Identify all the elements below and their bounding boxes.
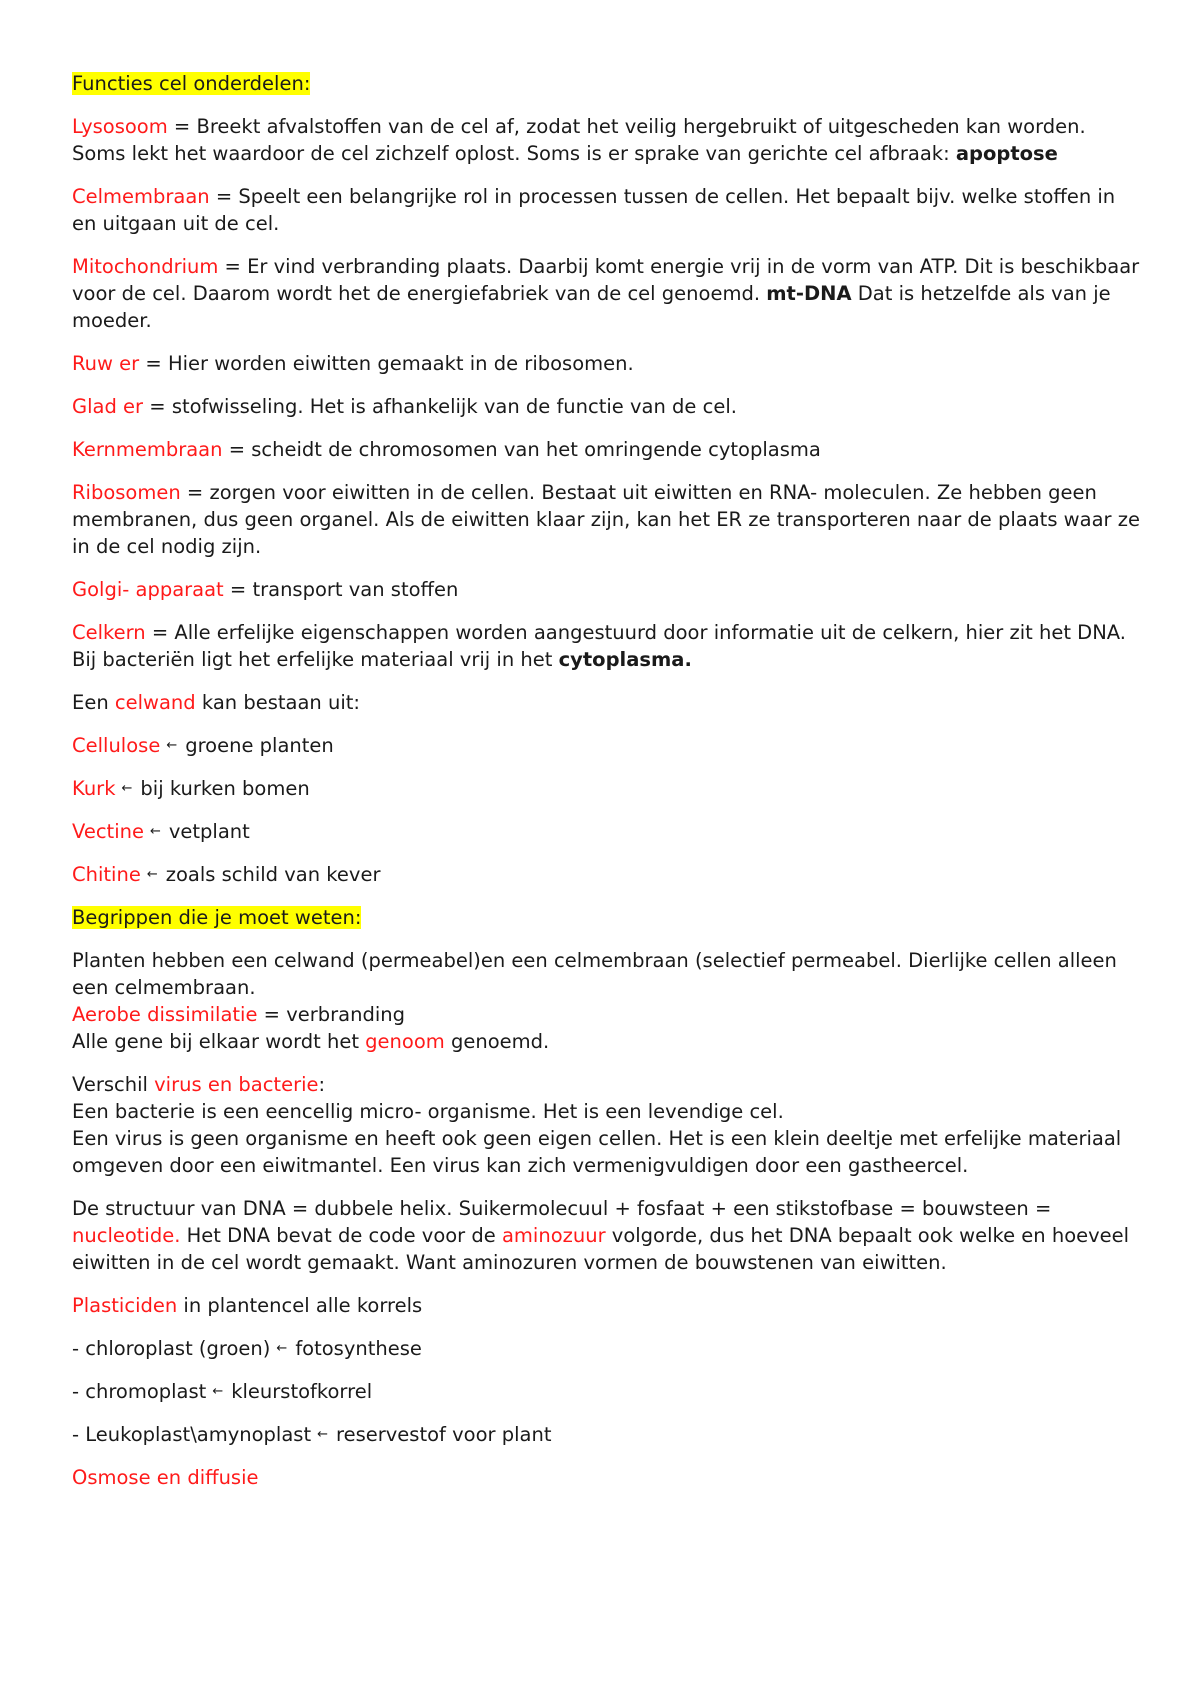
para-glad-er: Glad er = stofwisseling. Het is afhankelijk van de functie van de cel. [72,395,737,418]
list-item-chloroplast: - chloroplast (groen) ← fotosynthese [72,1337,422,1360]
para-celkern: Celkern = Alle erfelijke eigenschappen worden aangestuurd door informatie uit de celkern, hier zit het DNA. Bij bacteriën ligt het erfelijke materiaal vrij in het cytoplasma. [72,621,1126,671]
para-aerobe: Aerobe dissimilatie = verbranding [72,1003,405,1026]
arrow-icon: ← [276,1341,288,1356]
heading-osmose: Osmose en diffusie [72,1466,259,1489]
arrow-icon: ← [121,781,133,796]
list-item-chromoplast: - chromoplast ← kleurstofkorrel [72,1380,373,1403]
para-dna: De structuur van DNA = dubbele helix. Suikermolecuul + fosfaat + een stikstofbase = bouwsteen = nucleotide. Het DNA bevat de code voor de aminozuur volgorde, dus het DNA bepaalt ook welke en hoeveel eiwitten in de cel wordt gemaakt. Want aminozuren vormen de bouwstenen van eiwitten. [72,1197,1130,1274]
document-page [72,70,1142,1507]
para-verschil: Verschil virus en bacterie: [72,1073,326,1096]
arrow-icon: ← [166,738,178,753]
para-golgi: Golgi- apparaat = transport van stoffen [72,578,459,601]
list-item-cellulose: Cellulose ← groene planten [72,734,334,757]
list-item-leukoplast: - Leukoplast\amynoplast ← reservestof voor plant [72,1423,552,1446]
para-bacterie: Een bacterie is een eencellig micro- organisme. Het is een levendige cel. [72,1100,784,1123]
arrow-icon: ← [317,1427,328,1442]
arrow-icon: ← [146,867,158,882]
para-genoom: Alle gene bij elkaar wordt het genoom genoemd. [72,1030,550,1053]
para-ruw-er: Ruw er = Hier worden eiwitten gemaakt in de ribosomen. [72,352,634,375]
para-ribosomen: Ribosomen = zorgen voor eiwitten in de cellen. Bestaat uit eiwitten en RNA- moleculen. Ze hebben geen membranen, dus geen organel. Als de eiwitten klaar zijn, kan het ER ze transporteren naar de plaats waar ze in de cel nodig zijn. [72,481,1140,558]
para-kernmembraan: Kernmembraan = scheidt de chromosomen van het omringende cytoplasma [72,438,821,461]
para-lysosoom: Lysosoom = Breekt afvalstoffen van de cel af, zodat het veilig hergebruikt of uitgescheden kan worden. Soms lekt het waardoor de cel zichzelf oplost. Soms is er sprake van gerichte cel afbraak: apoptose [72,115,1086,165]
para-planten: Planten hebben een celwand (permeabel)en een celmembraan (selectief permeabel. Dierlijke cellen alleen een celmembraan. [72,949,1117,999]
arrow-icon: ← [149,824,161,839]
heading-begrippen: Begrippen die je moet weten: [72,906,362,929]
list-item-chitine: Chitine ← zoals schild van kever [72,863,381,886]
arrow-icon: ← [212,1384,224,1399]
para-mitochondrium: Mitochondrium = Er vind verbranding plaats. Daarbij komt energie vrij in de vorm van ATP. Dit is beschikbaar voor de cel. Daarom wordt het de energiefabriek van de cel genoemd. mt-DNA Dat is hetzelfde als van je moeder. [72,255,1140,332]
para-virus: Een virus is geen organisme en heeft ook geen eigen cellen. Het is een klein deeltje met erfelijke materiaal omgeven door een eiwitmantel. Een virus kan zich vermenigvuldigen door een gastheercel. [72,1127,1122,1177]
para-plasticiden: Plasticiden in plantencel alle korrels [72,1294,423,1317]
para-celwand: Een celwand kan bestaan uit: [72,691,360,714]
list-item-kurk: Kurk ← bij kurken bomen [72,777,310,800]
heading-functies: Functies cel onderdelen: [72,72,311,95]
list-item-vectine: Vectine ← vetplant [72,820,250,843]
para-celmembraan: Celmembraan = Speelt een belangrijke rol in processen tussen de cellen. Het bepaalt bijv. welke stoffen in en uitgaan uit de cel. [72,185,1116,235]
